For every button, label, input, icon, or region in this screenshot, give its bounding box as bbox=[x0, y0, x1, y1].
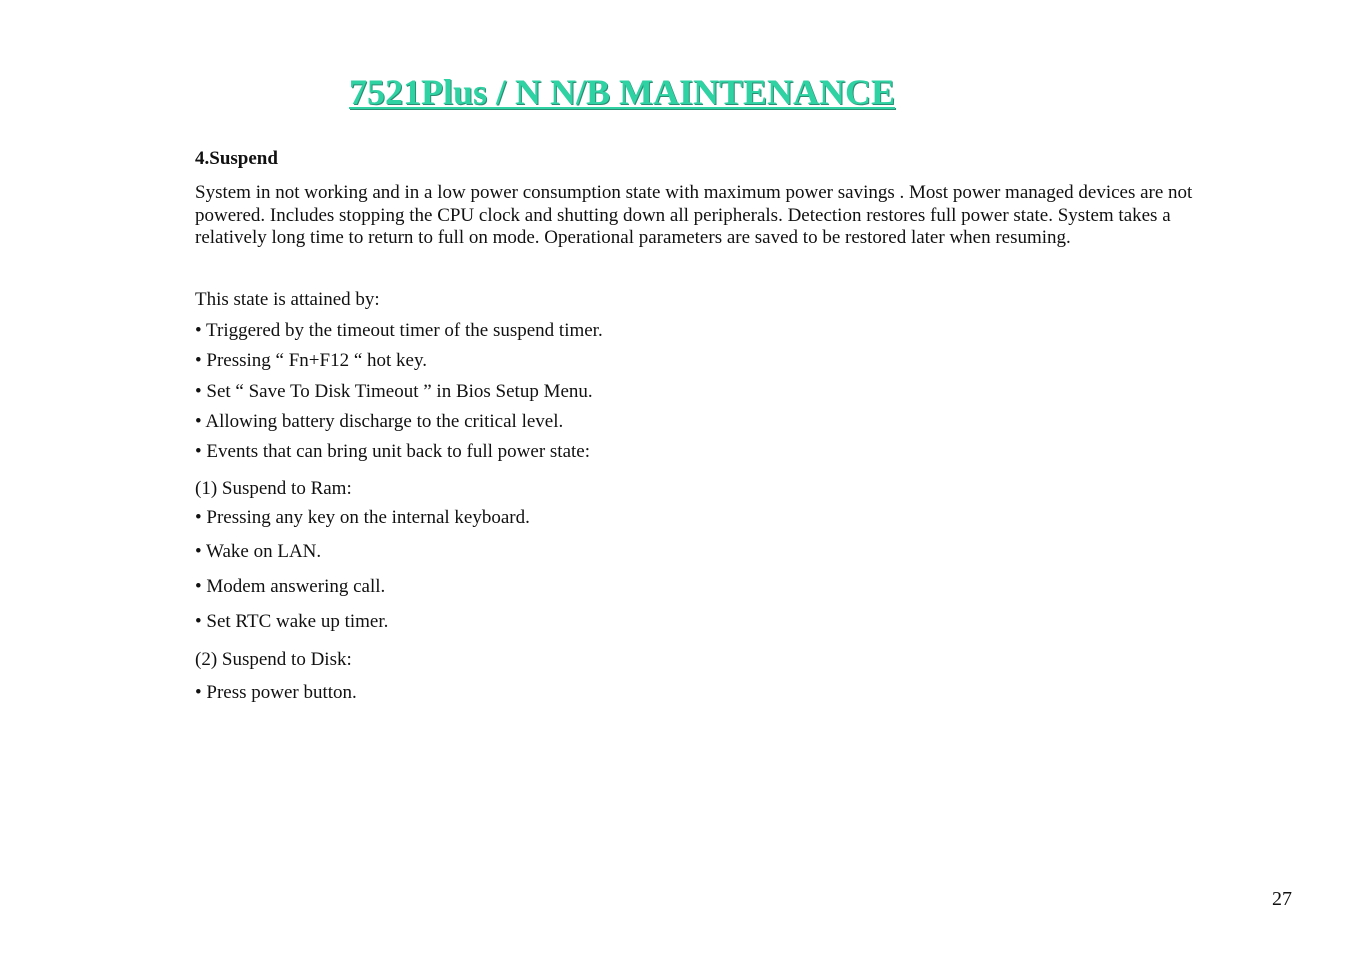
list-item: • Press power button. bbox=[195, 682, 357, 703]
page-number: 27 bbox=[1272, 888, 1292, 910]
suspend-to-disk-label: (2) Suspend to Disk: bbox=[195, 649, 352, 670]
list-item: • Pressing “ Fn+F12 “ hot key. bbox=[195, 350, 427, 371]
list-item: • Allowing battery discharge to the critical level. bbox=[195, 411, 564, 432]
list-item: • Set RTC wake up timer. bbox=[195, 611, 389, 632]
section-heading: 4.Suspend bbox=[195, 148, 278, 169]
attained-intro: This state is attained by: bbox=[195, 289, 380, 310]
description-paragraph: System in not working and in a low power consumption state with maximum power savings . Most power managed devices are not powered. Includes stopping the CPU clock and shutting down all peripherals. Detection restores full power state. System takes a relatively long time to return to full on mode. Operational parameters are saved to be restored later when resuming. bbox=[195, 182, 1193, 249]
list-item: • Events that can bring unit back to full power state: bbox=[195, 441, 590, 462]
page-title: 7521Plus / N N/B MAINTENANCE bbox=[349, 72, 896, 112]
suspend-to-ram-label: (1) Suspend to Ram: bbox=[195, 478, 352, 499]
list-item: • Modem answering call. bbox=[195, 576, 386, 597]
list-item: • Pressing any key on the internal keyboard. bbox=[195, 507, 530, 528]
list-item: • Wake on LAN. bbox=[195, 541, 322, 562]
list-item: • Set “ Save To Disk Timeout ” in Bios Setup Menu. bbox=[195, 381, 593, 402]
list-item: • Triggered by the timeout timer of the suspend timer. bbox=[195, 320, 603, 341]
